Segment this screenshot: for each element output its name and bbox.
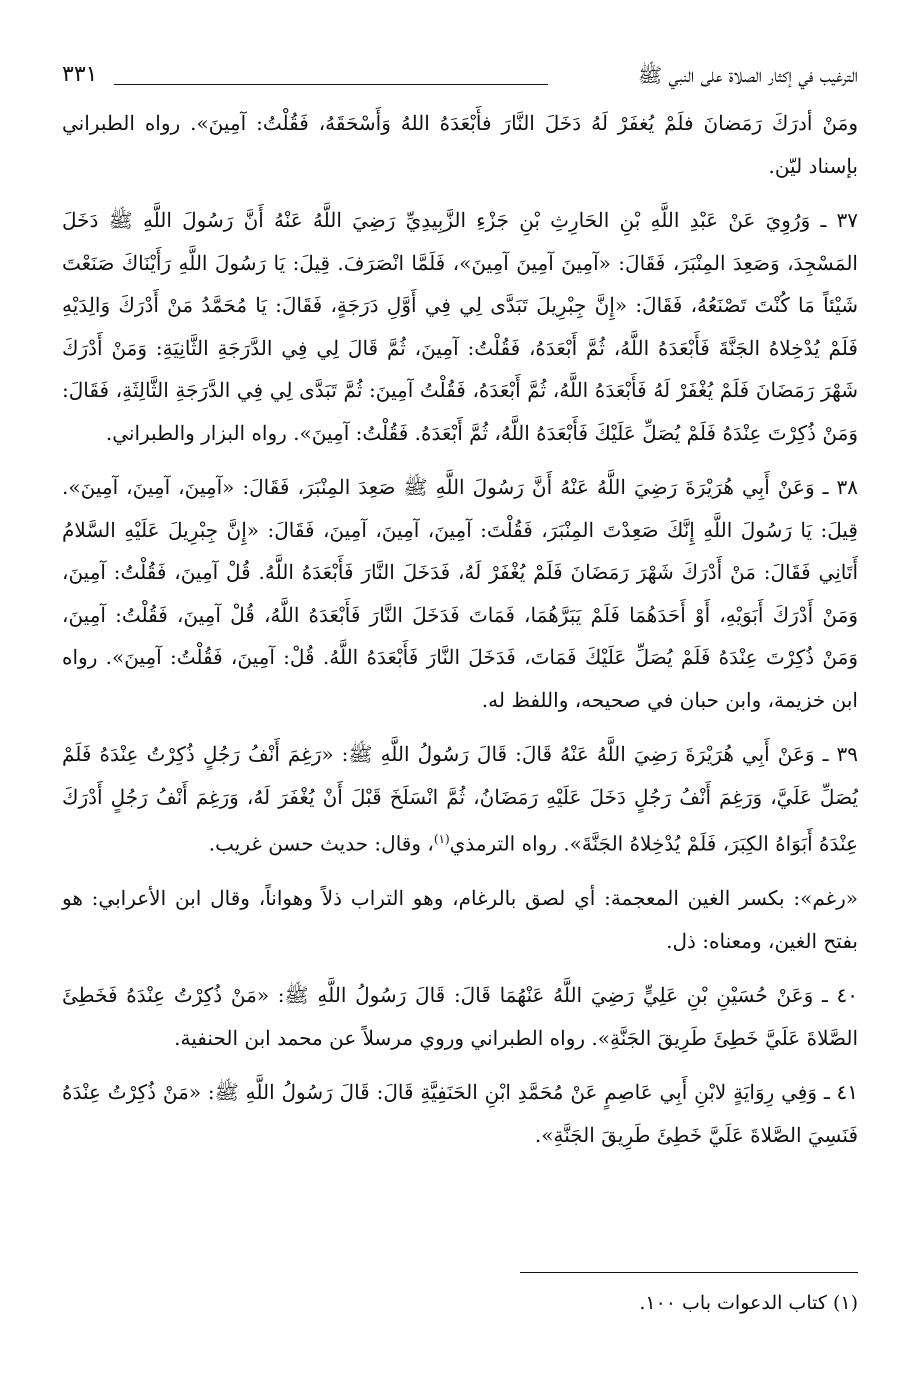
footnote <box>639 1288 858 1318</box>
hadith-40: ٤٠ ـ وَعَنْ حُسَيْنِ بْنِ عَلِيٍّ رَضِيَ اللَّهُ عَنْهُمَا قَالَ: قَالَ رَسُولُ اللَّهِ ﷺ: «مَنْ ذُكِرْتُ عِنْدَهُ فَخَطِئَ الصَّلاةَ عَلَيَّ خَطِئَ طَرِيقَ الجَنَّةِ». رواه الطبراني وروي مرسلاً عن محمد ابن الحنفية. <box>62 983 858 1050</box>
footnote-rule <box>520 1272 858 1273</box>
page-number: ٣٣١ <box>62 62 98 87</box>
hadith-38: ٣٨ ـ وَعَنْ أَبِي هُرَيْرَةَ رَضِيَ اللَّهُ عَنْهُ أَنَّ رَسُولَ اللَّهِ ﷺ صَعِدَ المِنْبَرَ، فَقَالَ: «آمِينَ، آمِينَ، آمِينَ». قِيلَ: يَا رَسُولَ اللَّهِ إِنَّكَ صَعِدْتَ المِنْبَرَ، فَقُلْتَ: آمِينَ، آمِينَ، آمِينَ، فَقَالَ: «إِنَّ جِبْرِيلَ عَلَيْهِ السَّلامُ أَتَانِي فَقَالَ: مَنْ أَدْرَكَ شَهْرَ رَمَضَانَ فَلَمْ يُغْفَرْ لَهُ، فَدَخَلَ النَّارَ فَأَبْعَدَهُ اللَّهُ. قُلْ آمِينَ، فَقُلْتُ: آمِينَ، وَمَنْ أَدْرَكَ أَبَوَيْهِ، أَوْ أَحَدَهُمَا فَلَمْ يَبَرَّهُمَا، فَمَاتَ فَدَخَلَ النَّارَ فَأَبْعَدَهُ اللَّهُ، قُلْ آمِينَ، فَقُلْتُ: آمِينَ، وَمَنْ ذُكِرْتَ عِنْدَهُ فَلَمْ يُصَلِّ عَلَيْكَ فَمَاتَ، فَدَخَلَ النَّارَ فَأَبْعَدَهُ اللَّهُ. قُلْ: آمِينَ، فَقُلْتُ: آمِينَ». رواه ابن خزيمة، وابن حبان في صحيحه، واللفظ له. <box>62 475 858 712</box>
header-rule <box>114 84 548 85</box>
footnote-text: كتاب الدعوات باب ١٠٠. <box>639 1292 827 1314</box>
footnote-reference: (١) <box>433 832 450 846</box>
hadith-39 <box>62 733 858 865</box>
paragraph-continuation: ومَنْ أدرَكَ رَمَضانَ فلَمْ يُغفَرْ لَهُ دَخَلَ النَّارَ فأَبْعَدَهُ اللهُ وَأَسْحَقَهُ، فَقُلْتُ: آمِينَ». رواه الطبراني بإسناد ليّن. <box>62 111 858 178</box>
lexical-note: «رغم»: بكسر الغين المعجمة: أي لصق بالرغام، وهو التراب ذلاً وهواناً، وقال ابن الأعرابي: هو بفتح الغين، ومعناه: ذل. <box>62 886 858 953</box>
running-header <box>62 60 858 90</box>
header-title: الترغيب في إكثار الصلاة على النبي ﷺ <box>637 63 858 87</box>
hadith-39-grading: ، وقال: حديث حسن غريب. <box>208 831 434 856</box>
footnote-marker: (١) <box>832 1292 858 1314</box>
hadith-37: ٣٧ ـ وَرُوِيَ عَنْ عَبْدِ اللَّهِ بْنِ الحَارِثِ بْنِ جَزْءِ الزَّبِيدِيِّ رَضِيَ اللَّهُ عَنْهُ أَنَّ رَسُولَ اللَّهِ ﷺ دَخَلَ المَسْجِدَ، وَصَعِدَ المِنْبَرَ، فَقَالَ: «آمِينَ آمِينَ آمِينَ»، فَلَمَّا انْصَرَفَ. قِيلَ: يَا رَسُولَ اللَّهِ رَأَيْنَاكَ صَنَعْتَ شَيْئاً مَا كُنْتَ تَصْنَعُهُ، فَقَالَ: «إِنَّ جِبْرِيلَ تَبَدَّى لِي فِي أَوَّلِ دَرَجَةٍ، فَقَالَ: يَا مُحَمَّدُ مَنْ أَدْرَكَ وَالِدَيْهِ فَلَمْ يُدْخِلاهُ الجَنَّةَ فَأَبْعَدَهُ اللَّهُ، ثُمَّ أَبْعَدَهُ، فَقُلْتُ: آمِينَ، ثُمَّ قَالَ لِي فِي الدَّرَجَةِ الثَّانِيَةِ: وَمَنْ أَدْرَكَ شَهْرَ رَمَضَانَ فَلَمْ يُغْفَرْ لَهُ فَأَبْعَدَهُ اللَّهُ، ثُمَّ أَبْعَدَهُ، فَقُلْتُ آمِينَ: ثُمَّ تَبَدَّى لِي فِي الدَّرَجَةِ الثَّالِثَةِ، فَقَالَ: وَمَنْ ذُكِرْتَ عِنْدَهُ فَلَمْ يُصَلِّ عَلَيْكَ فَأَبْعَدَهُ اللَّهُ، ثُمَّ أَبْعَدَهُ. فَقُلْتُ: آمِينَ». رواه البزار والطبراني. <box>62 208 858 445</box>
hadith-41: ٤١ ـ وَفِي رِوَايَةٍ لابْنِ أَبِي عَاصِمٍ عَنْ مُحَمَّدِ ابْنِ الحَنَفِيَّةِ قَالَ: قَالَ رَسُولُ اللَّهِ ﷺ: «مَنْ ذُكِرْتُ عِنْدَهُ فَنَسِيَ الصَّلاةَ عَلَيَّ خَطِئَ طَرِيقَ الجَنَّةِ». <box>62 1080 858 1147</box>
hadith-39-text: ٣٩ ـ وَعَنْ أَبِي هُرَيْرَةَ رَضِيَ اللَّهُ عَنْهُ قَالَ: قَالَ رَسُولُ اللَّهِ ﷺ: «رَغِمَ أَنْفُ رَجُلٍ ذُكِرْتُ عِنْدَهُ فَلَمْ يُصَلِّ عَلَيَّ، وَرَغِمَ أَنْفُ رَجُلٍ دَخَلَ عَلَيْهِ رَمَضَانُ، ثُمَّ انْسَلَخَ قَبْلَ أَنْ يُغْفَرَ لَهُ، وَرَغِمَ أَنْفُ رَجُلٍ أَدْرَكَ عِنْدَهُ أَبَوَاهُ الكِبَرَ، فَلَمْ يُدْخِلاهُ الجَنَّةَ». رواه الترمذي <box>62 742 858 856</box>
main-text <box>62 102 858 1156</box>
